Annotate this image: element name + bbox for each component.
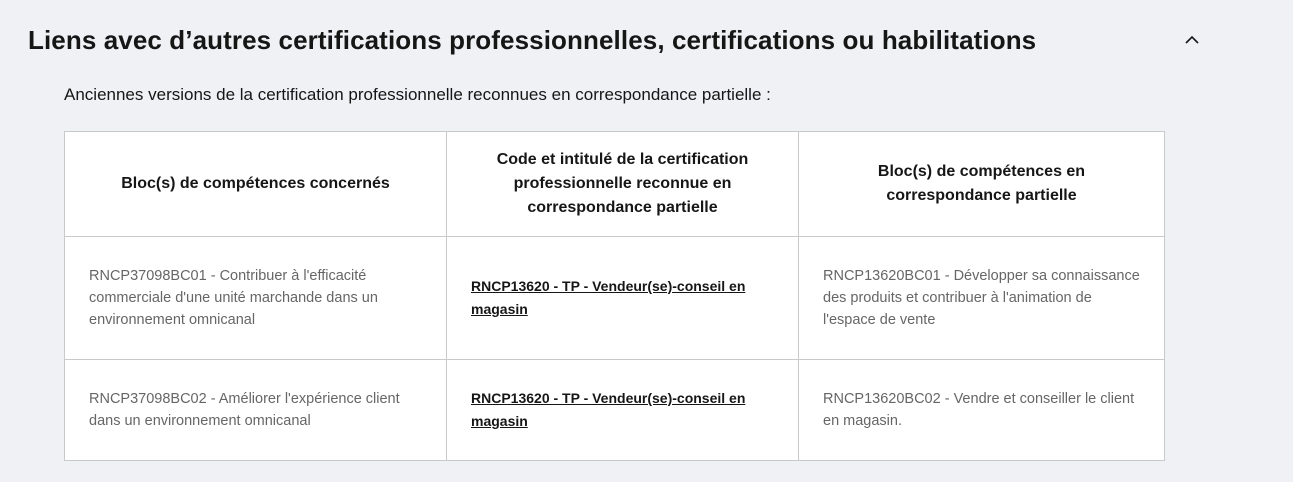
table-row bbox=[65, 237, 1165, 360]
correspondance-cell: RNCP13620BC01 - Développer sa connaissance des produits et contribuer à l'animation de l'espace de vente bbox=[799, 237, 1165, 360]
header-blocs-correspondance: Bloc(s) de compétences en correspondance partielle bbox=[799, 132, 1165, 237]
section-header[interactable] bbox=[28, 18, 1228, 62]
correspondance-cell: RNCP13620BC02 - Vendre et conseiller le client en magasin. bbox=[799, 360, 1165, 461]
table-header-row bbox=[65, 132, 1165, 237]
bloc-cell: RNCP37098BC02 - Améliorer l'expérience client dans un environnement omnicanal bbox=[65, 360, 447, 461]
certification-link[interactable]: RNCP13620 - TP - Vendeur(se)-conseil en magasin bbox=[471, 278, 746, 317]
chevron-up-icon bbox=[1183, 31, 1201, 49]
correspondence-table bbox=[64, 131, 1165, 461]
bloc-cell: RNCP37098BC01 - Contribuer à l'efficacité commerciale d'une unité marchande dans un environnement omnicanal bbox=[65, 237, 447, 360]
section-title: Liens avec d’autres certifications professionnelles, certifications ou habilitations bbox=[28, 24, 1037, 55]
header-blocs-concernes: Bloc(s) de compétences concernés bbox=[65, 132, 447, 237]
header-certification: Code et intitulé de la certification professionnelle reconnue en correspondance partielle bbox=[447, 132, 799, 237]
certification-cell bbox=[447, 237, 799, 360]
collapse-toggle-button[interactable] bbox=[1180, 28, 1204, 52]
intro-text: Anciennes versions de la certification professionnelle reconnues en correspondance partielle : bbox=[64, 85, 771, 104]
table-row bbox=[65, 360, 1165, 461]
certification-cell bbox=[447, 360, 799, 461]
certification-link[interactable]: RNCP13620 - TP - Vendeur(se)-conseil en magasin bbox=[471, 390, 746, 429]
